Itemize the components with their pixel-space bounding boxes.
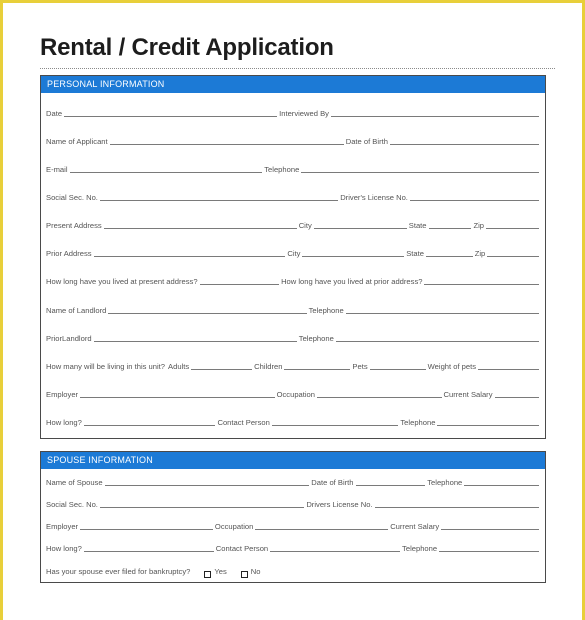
spouse-row-bankruptcy (46, 565, 260, 577)
prior-zip-field[interactable] (487, 256, 539, 257)
spouse-occupation-label: Occupation (214, 522, 254, 531)
occupants-question-label: How many will be living in this unit? (46, 362, 166, 371)
spouse-social-sec-label: Social Sec. No. (46, 500, 98, 509)
personal-row-how-long-lived (46, 275, 541, 287)
bankruptcy-yes-checkbox[interactable] (204, 571, 211, 578)
adults-label: Adults (168, 362, 190, 371)
prior-state-label: State (406, 249, 424, 258)
present-city-field[interactable] (314, 228, 407, 229)
landlord-name-field[interactable] (108, 313, 306, 314)
occupation-field[interactable] (317, 397, 442, 398)
spouse-employment-duration-field[interactable] (84, 551, 214, 552)
employer-telephone-field[interactable] (437, 425, 539, 426)
spouse-employer-telephone-field[interactable] (439, 551, 539, 552)
present-duration-label: How long have you lived at present address? (46, 277, 198, 286)
personal-information-section (40, 75, 546, 439)
bankruptcy-yes-label: Yes (214, 567, 227, 576)
drivers-license-field[interactable] (410, 200, 539, 201)
personal-row-ssn (46, 191, 541, 203)
current-salary-label: Current Salary (443, 390, 493, 399)
email-label: E-mail (46, 165, 68, 174)
spouse-contact-person-field[interactable] (270, 551, 400, 552)
contact-person-field[interactable] (272, 425, 399, 426)
prior-state-field[interactable] (426, 256, 473, 257)
spouse-dob-label: Date of Birth (311, 478, 354, 487)
prior-city-label: City (287, 249, 301, 258)
spouse-row-ssn (46, 498, 541, 510)
spouse-row-employer (46, 520, 541, 532)
prior-landlord-label: PriorLandlord (46, 334, 92, 343)
personal-row-employer (46, 388, 541, 400)
weight-of-pets-field[interactable] (478, 369, 539, 370)
pets-label: Pets (352, 362, 368, 371)
spouse-employer-telephone-label: Telephone (402, 544, 438, 553)
applicant-name-label: Name of Applicant (46, 137, 108, 146)
adults-field[interactable] (191, 369, 252, 370)
present-address-field[interactable] (104, 228, 297, 229)
email-field[interactable] (70, 172, 263, 173)
prior-duration-field[interactable] (424, 284, 539, 285)
spouse-occupation-field[interactable] (255, 529, 388, 530)
social-sec-field[interactable] (100, 200, 338, 201)
personal-row-applicant (46, 135, 541, 147)
date-label: Date (46, 109, 63, 118)
landlord-telephone-field[interactable] (346, 313, 539, 314)
date-of-birth-field[interactable] (390, 144, 539, 145)
personal-row-email (46, 163, 541, 175)
spouse-information-section (40, 451, 546, 583)
title-divider (40, 68, 555, 69)
date-field[interactable] (64, 116, 277, 117)
present-zip-field[interactable] (486, 228, 539, 229)
children-label: Children (254, 362, 283, 371)
present-city-label: City (298, 221, 312, 230)
pets-field[interactable] (370, 369, 426, 370)
occupation-label: Occupation (276, 390, 316, 399)
landlord-name-label: Name of Landlord (46, 306, 107, 315)
prior-landlord-field[interactable] (94, 341, 297, 342)
prior-city-field[interactable] (302, 256, 404, 257)
telephone-field[interactable] (301, 172, 539, 173)
drivers-license-label: Driver's License No. (340, 193, 408, 202)
prior-landlord-telephone-label: Telephone (298, 334, 334, 343)
bankruptcy-no-label: No (250, 567, 261, 576)
telephone-label: Telephone (264, 165, 300, 174)
employment-duration-label: How long? (46, 418, 82, 427)
applicant-name-field[interactable] (110, 144, 344, 145)
personal-row-present-address (46, 219, 541, 231)
present-zip-label: Zip (473, 221, 485, 230)
employer-telephone-label: Telephone (400, 418, 436, 427)
spouse-row-name (46, 476, 541, 488)
personal-information-header: PERSONAL INFORMATION (41, 76, 545, 93)
spouse-current-salary-field[interactable] (441, 529, 539, 530)
children-field[interactable] (284, 369, 350, 370)
spouse-contact-person-label: Contact Person (215, 544, 269, 553)
spouse-employment-duration-label: How long? (46, 544, 82, 553)
bankruptcy-no-checkbox[interactable] (241, 571, 248, 578)
spouse-drivers-license-label: Drivers License No. (306, 500, 373, 509)
prior-duration-label: How long have you lived at prior address? (281, 277, 423, 286)
spouse-information-header: SPOUSE INFORMATION (41, 452, 545, 469)
weight-of-pets-label: Weight of pets (427, 362, 477, 371)
social-sec-label: Social Sec. No. (46, 193, 98, 202)
employer-label: Employer (46, 390, 79, 399)
spouse-current-salary-label: Current Salary (390, 522, 440, 531)
personal-row-prior-landlord (46, 332, 541, 344)
prior-address-field[interactable] (94, 256, 286, 257)
employer-field[interactable] (80, 397, 275, 398)
spouse-drivers-license-field[interactable] (375, 507, 539, 508)
personal-row-how-long-employed (46, 416, 541, 428)
present-state-label: State (408, 221, 427, 230)
bankruptcy-question-label: Has your spouse ever filed for bankruptcy? (46, 567, 191, 576)
present-state-field[interactable] (429, 228, 472, 229)
prior-address-label: Prior Address (46, 249, 92, 258)
interviewed-by-label: Interviewed By (279, 109, 329, 118)
current-salary-field[interactable] (495, 397, 540, 398)
present-duration-field[interactable] (200, 284, 280, 285)
prior-zip-label: Zip (474, 249, 486, 258)
spouse-employer-label: Employer (46, 522, 79, 531)
employment-duration-field[interactable] (84, 425, 216, 426)
spouse-telephone-label: Telephone (427, 478, 463, 487)
spouse-employer-field[interactable] (80, 529, 213, 530)
date-of-birth-label: Date of Birth (345, 137, 388, 146)
landlord-telephone-label: Telephone (308, 306, 344, 315)
prior-landlord-telephone-field[interactable] (336, 341, 539, 342)
spouse-dob-field[interactable] (356, 485, 426, 486)
page-title: Rental / Credit Application (40, 34, 334, 61)
personal-row-date (46, 107, 541, 119)
present-address-label: Present Address (46, 221, 102, 230)
spouse-row-how-long (46, 542, 541, 554)
personal-row-landlord (46, 304, 541, 316)
contact-person-label: Contact Person (217, 418, 270, 427)
spouse-name-label: Name of Spouse (46, 478, 103, 487)
personal-row-prior-address (46, 247, 541, 259)
interviewed-by-field[interactable] (331, 116, 539, 117)
personal-row-occupants (46, 360, 541, 372)
spouse-social-sec-field[interactable] (100, 507, 304, 508)
spouse-name-field[interactable] (105, 485, 310, 486)
spouse-telephone-field[interactable] (464, 485, 539, 486)
